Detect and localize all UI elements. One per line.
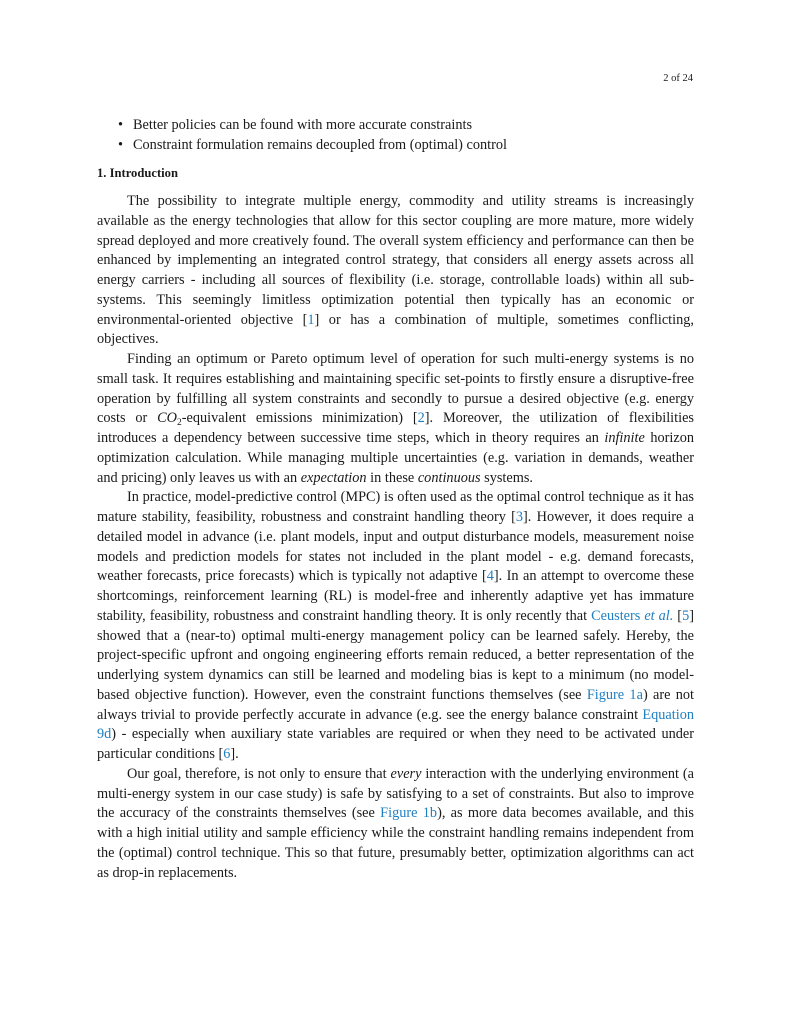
figure-1a-link[interactable]: Figure 1a	[586, 686, 643, 703]
text-run: horizon optimization calculation. While managing multiple uncertainties (e.g. variation in demands, weather and pricing) only leaves us with an	[97, 430, 694, 486]
emphasis-expectation: expectation	[300, 469, 367, 486]
text-run: ) are not always trivial to provide perfectly accurate in advance (e.g. see the energy balance constraint	[97, 686, 694, 723]
citation-link-6[interactable]: 6	[223, 746, 231, 762]
highlight-text: Constraint formulation remains decoupled from (optimal) control	[133, 136, 508, 153]
paragraph-3	[97, 488, 694, 765]
author-citation-link[interactable]	[591, 608, 673, 624]
text-run: ]. Moreover, the utilization of flexibilities introduces a dependency between successive time steps, which in theory requires an	[97, 410, 694, 446]
text-run: In practice, model-predictive control (MPC) is often used as the optimal control technique as it has mature stability, feasibility, robustness and constraint handling theory [	[97, 489, 694, 525]
highlight-item	[118, 116, 507, 136]
paragraph-1	[97, 192, 694, 350]
emphasis-infinite: infinite	[604, 430, 645, 446]
figure-1b-link[interactable]: Figure 1b	[380, 805, 438, 822]
math-co2	[157, 410, 177, 426]
text-run: The possibility to integrate multiple energy, commodity and utility streams is increasingly available as the energy technologies that allow for this sector coupling are more mature, more widely spread deployed and more creatively found. The overall system efficiency and performance can then be enhanced by implementing an integrated control strategy, that considers all energy assets across all energy carriers - including all sources of flexibility (i.e. storage, controllable loads) within all sub-systems. This seemingly limitless optimization potential then typically has an economic or environmental-oriented objective [	[97, 193, 694, 328]
et-al: et al.	[644, 607, 674, 624]
math-co: CO	[157, 410, 177, 427]
citation-link-3[interactable]: 3	[515, 509, 524, 525]
paragraph-2	[97, 350, 694, 488]
text-run: ] or has a combination of multiple, sometimes conflicting, objectives.	[97, 311, 694, 348]
citation-link-5[interactable]: 5	[682, 607, 690, 624]
text-run: ) - especially when auxiliary state variables are required or when they need to be activated under particular conditions [	[97, 726, 694, 762]
text-run: in these	[366, 469, 418, 486]
page-number: 2 of 24	[663, 73, 693, 84]
citation-link-2[interactable]: 2	[417, 410, 425, 427]
text-run: ]. However, it does require a detailed model in advance (i.e. plant models, input and output disturbance models, measurement noise models and prediction models for states not included in the plant model - e.g. demand forecasts, weather forecasts, price forecasts) which is typically not adaptive [	[97, 509, 694, 585]
bullet-icon: •	[118, 136, 124, 153]
emphasis-continuous: continuous	[417, 469, 481, 486]
text-run: -equivalent emissions minimization) [	[181, 410, 418, 427]
text-run: ), as more data becomes available, and this with a high initial utility and sample efficiency while the constraint handling remains independent from the (optimal) control technique. This so that future, presumably better, optimization algorithms can act as drop-in replacements.	[97, 805, 694, 881]
math-subscript: 2	[177, 418, 182, 429]
emphasis-every: every	[390, 765, 422, 782]
equation-9d-link[interactable]: Equation 9d	[97, 706, 694, 743]
author-name: Ceusters	[591, 607, 645, 624]
citation-link-4[interactable]: 4	[486, 568, 494, 585]
paragraph-4	[97, 765, 694, 884]
highlight-item	[118, 136, 507, 156]
highlight-text: Better policies can be found with more accurate constraints	[133, 117, 473, 133]
text-run: ]. In an attempt to overcome these shortcomings, reinforcement learning (RL) is model-free and inherently adaptive yet has immature stability, feasibility, robustness and constraint handling theory. It is only recently that	[97, 568, 695, 624]
text-run: [	[673, 607, 683, 624]
section-heading-introduction: 1. Introduction	[97, 166, 178, 180]
bullet-icon: •	[118, 117, 124, 133]
text-run: ].	[230, 746, 239, 762]
text-run: systems.	[480, 469, 534, 486]
highlights-list	[118, 116, 507, 156]
citation-link-1[interactable]: 1	[307, 311, 315, 328]
text-run: Our goal, therefore, is not only to ensure that	[127, 765, 391, 782]
body-text	[97, 192, 694, 883]
text-run: interaction with the underlying environment (a multi-energy system in our case study) is safe by satisfying to a set of constraints. But also to improve the accuracy of the constraints themselves (see	[97, 765, 694, 822]
text-run: Finding an optimum or Pareto optimum level of operation for such multi-energy systems is no small task. It requires establishing and maintaining specific set-points to firstly ensure a disruptive-free operation by fulfilling all system constraints and secondly to pursue a desired objective (e.g. energy costs or	[97, 351, 694, 427]
text-run: ] showed that a (near-to) optimal multi-energy management policy can be learned safely. Hereby, the project-specific upfront and ongoing engineering efforts remain reduced, a better representation of the underlying system dynamics can still be learned and modeling bias is kept to a minimum (no model-based objective function). However, even the constraint functions themselves (see	[97, 607, 694, 703]
